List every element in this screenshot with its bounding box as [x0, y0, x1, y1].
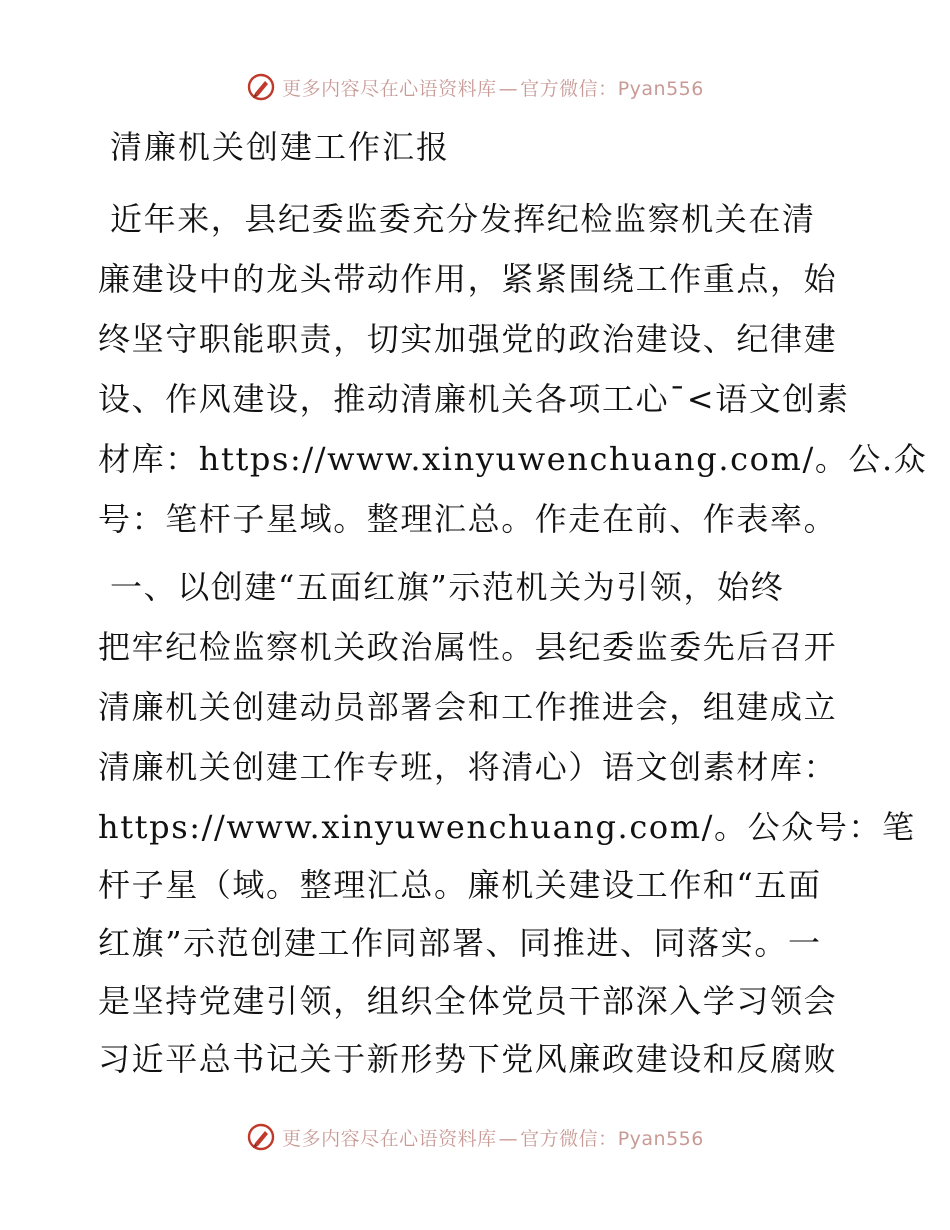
paragraph-line: 清廉机关创建工作专班，将清心）语文创素材库： — [98, 748, 838, 786]
banner-dash: — — [498, 1127, 519, 1150]
paragraph-line: 一、以创建“五面红旗”示范机关为引领，始终 — [110, 568, 785, 606]
banner-wechat-id: Pyan556 — [617, 1127, 704, 1150]
banner-wechat-label: 官方微信： — [520, 1127, 618, 1150]
paragraph-line: 终坚守职能职责，切实加强党的政治建设、纪律建 — [98, 320, 838, 358]
paragraph-line: 近年来，县纪委监委充分发挥纪检监察机关在清 — [110, 200, 816, 238]
paragraph-line: 材库：https://www.xinyuwenchuang.com/。公.众 — [98, 440, 928, 478]
banner-slogan: 更多内容尽在心语资料库 — [282, 1127, 497, 1150]
paragraph-line: 习近平总书记关于新形势下党风廉政建设和反腐败 — [98, 1040, 838, 1078]
banner-text — [282, 1124, 704, 1151]
paragraph-line: 红旗”示范创建工作同部署、同推进、同落实。一 — [98, 924, 822, 962]
pen-logo-icon — [246, 72, 276, 102]
banner-text — [282, 74, 704, 101]
document-title: 清廉机关创建工作汇报 — [110, 128, 451, 166]
paragraph-line: 杆子星（域。整理汇总。廉机关建设工作和“五面 — [98, 866, 822, 904]
banner-slogan: 更多内容尽在心语资料库 — [282, 77, 497, 100]
banner-dash: — — [498, 77, 519, 100]
paragraph-line: https://www.xinyuwenchuang.com/。公众号：笔 — [98, 808, 916, 846]
paragraph-line: 清廉机关创建动员部署会和工作推进会，组建成立 — [98, 688, 838, 726]
pen-logo-icon — [246, 1122, 276, 1152]
paragraph-line: 设、作风建设，推动清廉机关各项工心¯<语文创素 — [98, 380, 850, 418]
banner-wechat-label: 官方微信： — [520, 77, 618, 100]
banner-wechat-id: Pyan556 — [617, 77, 704, 100]
paragraph-line: 把牢纪检监察机关政治属性。县纪委监委先后召开 — [98, 628, 838, 666]
footer-watermark-banner — [0, 1122, 950, 1152]
header-watermark-banner — [0, 72, 950, 102]
paragraph-line: 号：笔杆子星域。整理汇总。作走在前、作表率。 — [98, 500, 838, 538]
paragraph-line: 廉建设中的龙头带动作用，紧紧围绕工作重点，始 — [98, 260, 838, 298]
paragraph-line: 是坚持党建引领，组织全体党员干部深入学习领会 — [98, 982, 838, 1020]
